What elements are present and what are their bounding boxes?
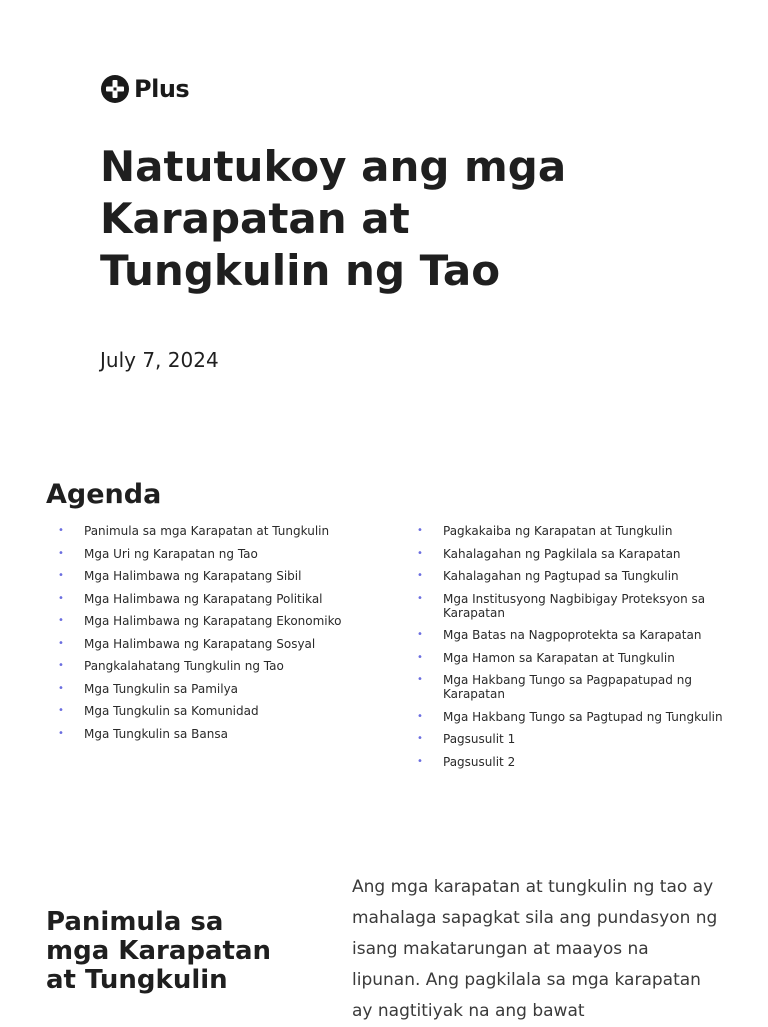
brand-name: Plus xyxy=(134,75,190,103)
bullet-icon: • xyxy=(58,705,64,716)
bullet-icon: • xyxy=(58,727,64,739)
agenda-item: • Panimula sa mga Karapatan at Tungkulin xyxy=(58,524,330,538)
agenda-item: • Mga Hakbang Tungo sa Pagpapatupad ng Karapatan xyxy=(417,673,692,701)
agenda-item: • Pangkalahatang Tungkulin ng Tao xyxy=(58,659,284,673)
agenda-item: • Mga Batas na Nagpoprotekta sa Karapatan xyxy=(417,628,702,642)
bullet-icon: • xyxy=(417,592,423,604)
agenda-item: • Pagsusulit 1 xyxy=(417,732,516,746)
bullet-icon: • xyxy=(417,547,423,559)
bullet-icon: • xyxy=(417,755,423,767)
bullet-icon: • xyxy=(58,682,64,694)
agenda-list-left xyxy=(58,524,388,749)
bullet-icon: • xyxy=(58,615,64,626)
agenda-item: • Mga Institusyong Nagbibigay Proteksyon sa Karapatan xyxy=(417,591,706,620)
agenda-item: • Kahalagahan ng Pagkilala sa Karapatan xyxy=(417,546,681,561)
agenda-item: • Mga Uri ng Karapatan ng Tao xyxy=(58,546,258,561)
agenda-item: • Mga Halimbawa ng Karapatang Politikal xyxy=(58,591,323,606)
bullet-icon: • xyxy=(417,570,423,581)
bullet-icon: • xyxy=(417,651,423,663)
agenda-item: • Kahalagahan ng Pagtupad sa Tungkulin xyxy=(417,569,679,583)
document-title: Natutukoy ang mga Karapatan at Tungkulin ng Tao xyxy=(100,142,567,295)
agenda-item: • Pagsusulit 2 xyxy=(417,754,516,769)
bullet-icon: • xyxy=(417,710,423,722)
bullet-icon: • xyxy=(58,547,64,559)
agenda-item: • Mga Tungkulin sa Bansa xyxy=(58,726,228,741)
agenda-item: • Mga Tungkulin sa Pamilya xyxy=(58,681,239,696)
agenda-heading: Agenda xyxy=(46,479,162,510)
bullet-icon: • xyxy=(58,660,64,671)
bullet-icon: • xyxy=(58,637,64,649)
brand-logo xyxy=(101,75,189,103)
agenda-item: • Mga Halimbawa ng Karapatang Sosyal xyxy=(58,636,316,651)
plus-logo-icon xyxy=(101,75,129,103)
document-date: July 7, 2024 xyxy=(100,348,219,372)
bullet-icon: • xyxy=(417,733,423,744)
agenda-item: • Pagkakaiba ng Karapatan at Tungkulin xyxy=(417,524,673,538)
agenda-item: • Mga Tungkulin sa Komunidad xyxy=(58,704,259,718)
bullet-icon: • xyxy=(417,525,423,536)
bullet-icon: • xyxy=(58,525,64,536)
agenda-item: • Mga Halimbawa ng Karapatang Ekonomiko xyxy=(58,614,342,628)
bullet-icon: • xyxy=(58,592,64,604)
agenda-item: • Mga Hamon sa Karapatan at Tungkulin xyxy=(417,650,675,665)
bullet-icon: • xyxy=(417,629,423,640)
agenda-item: • Mga Hakbang Tungo sa Pagtupad ng Tungkulin xyxy=(417,709,723,724)
bullet-icon: • xyxy=(58,570,64,581)
section-body-text: Ang mga karapatan at tungkulin ng tao ay mahalaga sapagkat sila ang pundasyon ng isang makatarungan at maayos na lipunan. Ang pagkilala sa mga karapatan ay nagtitiyak na ang bawat xyxy=(352,877,718,1021)
agenda-list-right xyxy=(417,524,727,777)
bullet-icon: • xyxy=(417,674,423,685)
agenda-item: • Mga Halimbawa ng Karapatang Sibil xyxy=(58,569,302,583)
section-heading: Panimula sa mga Karapatan at Tungkulin xyxy=(46,907,271,995)
